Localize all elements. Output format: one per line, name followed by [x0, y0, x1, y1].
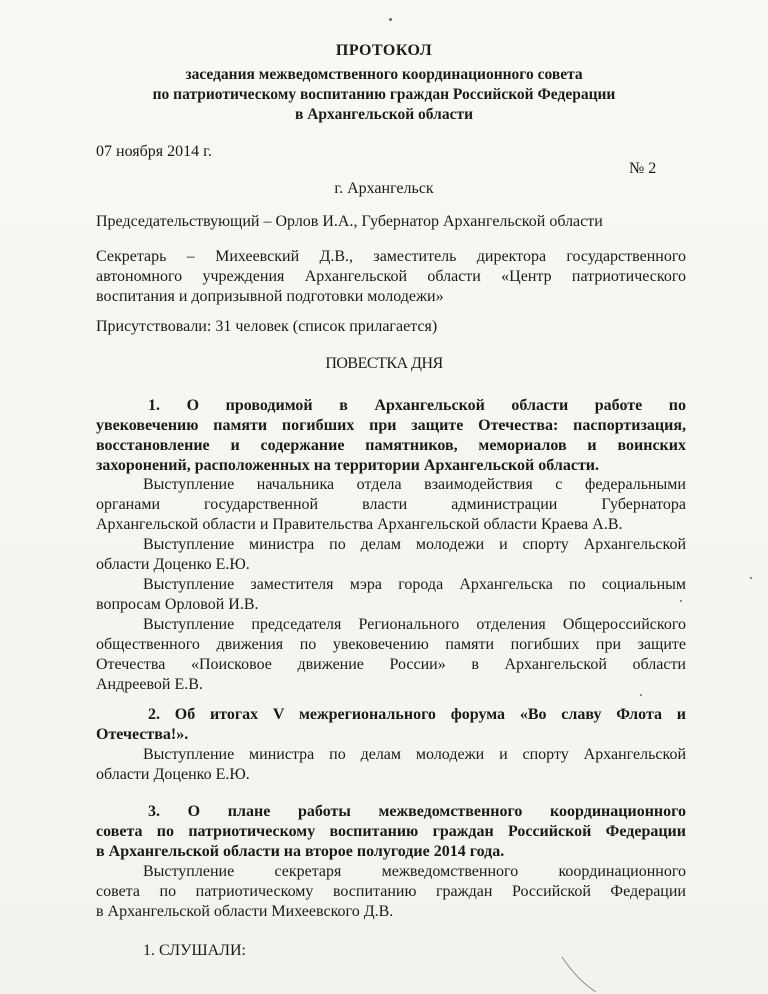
secretary-line: Секретарь – Михеевский Д.В., заместитель директора государственного — [96, 248, 686, 265]
agenda-item-heading: восстановление и содержание памятников, мемориалов и воинских — [96, 437, 686, 454]
scan-speck — [640, 694, 642, 696]
speaker-line: Андреевой Е.В. — [96, 676, 203, 693]
speaker-line: Выступление министра по делам молодежи и спорту Архангельской — [143, 536, 686, 553]
speaker-line: области Доценко Е.Ю. — [96, 766, 250, 783]
agenda-item-heading: захоронений, расположенных на территории Архангельской области. — [96, 457, 600, 474]
document-date: 07 ноября 2014 г. — [96, 143, 212, 160]
speaker-line: области Доценко Е.Ю. — [96, 556, 250, 573]
present-line: Присутствовали: 31 человек (список прилагается) — [96, 318, 438, 335]
chair-line: Председательствующий – Орлов И.А., Губернатор Архангельской области — [96, 213, 603, 230]
subtitle-line: по патриотическому воспитанию граждан Российской Федерации — [152, 86, 616, 103]
agenda-item-heading: Отечества!». — [96, 726, 189, 743]
scan-speck — [680, 600, 682, 602]
scan-speck — [750, 577, 752, 579]
agenda-item-heading: увековечению памяти погибших при защите Отечества: паспортизация, — [96, 417, 686, 434]
scan-speck — [389, 18, 392, 21]
secretary-line: автономного учреждения Архангельской области «Центр патриотического — [96, 268, 686, 285]
speaker-line: Выступление секретаря межведомственного координационного — [143, 863, 686, 880]
speaker-line: Выступление заместителя мэра города Архангельска по социальным — [143, 576, 686, 593]
agenda-item-heading: 2. Об итогах V межрегионального форума «Во славу Флота и — [148, 706, 686, 723]
agenda-item-heading: совета по патриотическому воспитанию граждан Российской Федерации — [96, 823, 686, 840]
agenda-item-heading: в Архангельской области на второе полугодие 2014 года. — [96, 843, 505, 860]
speaker-line: в Архангельской области Михеевского Д.В. — [96, 903, 394, 920]
secretary-line: воспитания и допризывной подготовки молодежи» — [96, 288, 444, 305]
document-title: ПРОТОКОЛ — [335, 42, 433, 59]
document-city: г. Архангельск — [334, 180, 434, 197]
heard-heading: 1. СЛУШАЛИ: — [143, 942, 246, 959]
agenda-title: ПОВЕСТКА ДНЯ — [325, 355, 443, 372]
speaker-line: Выступление председателя Регионального отделения Общероссийского — [143, 616, 686, 633]
speaker-line: Выступление начальника отдела взаимодействия с федеральными — [143, 476, 686, 493]
scan-mark — [560, 955, 600, 994]
speaker-line: общественного движения по увековечению памяти погибших при защите — [96, 636, 686, 653]
speaker-line: Архангельской области и Правительства Архангельской области Краева А.В. — [96, 516, 623, 533]
speaker-line: вопросам Орловой И.В. — [96, 596, 259, 613]
speaker-line: совета по патриотическому воспитанию граждан Российской Федерации — [96, 883, 686, 900]
agenda-item-heading: 1. О проводимой в Архангельской области работе по — [148, 397, 686, 414]
speaker-line: Отечества «Поисковое движение России» в Архангельской области — [96, 656, 686, 673]
speaker-line: Выступление министра по делам молодежи и спорту Архангельской — [143, 746, 686, 763]
subtitle-line: заседания межведомственного координационного совета — [185, 66, 583, 83]
speaker-line: органами государственной власти администрации Губернатора — [96, 496, 686, 513]
document-number: № 2 — [629, 160, 657, 177]
agenda-item-heading: 3. О плане работы межведомственного координационного — [148, 803, 686, 820]
subtitle-line: в Архангельской области — [294, 106, 474, 123]
